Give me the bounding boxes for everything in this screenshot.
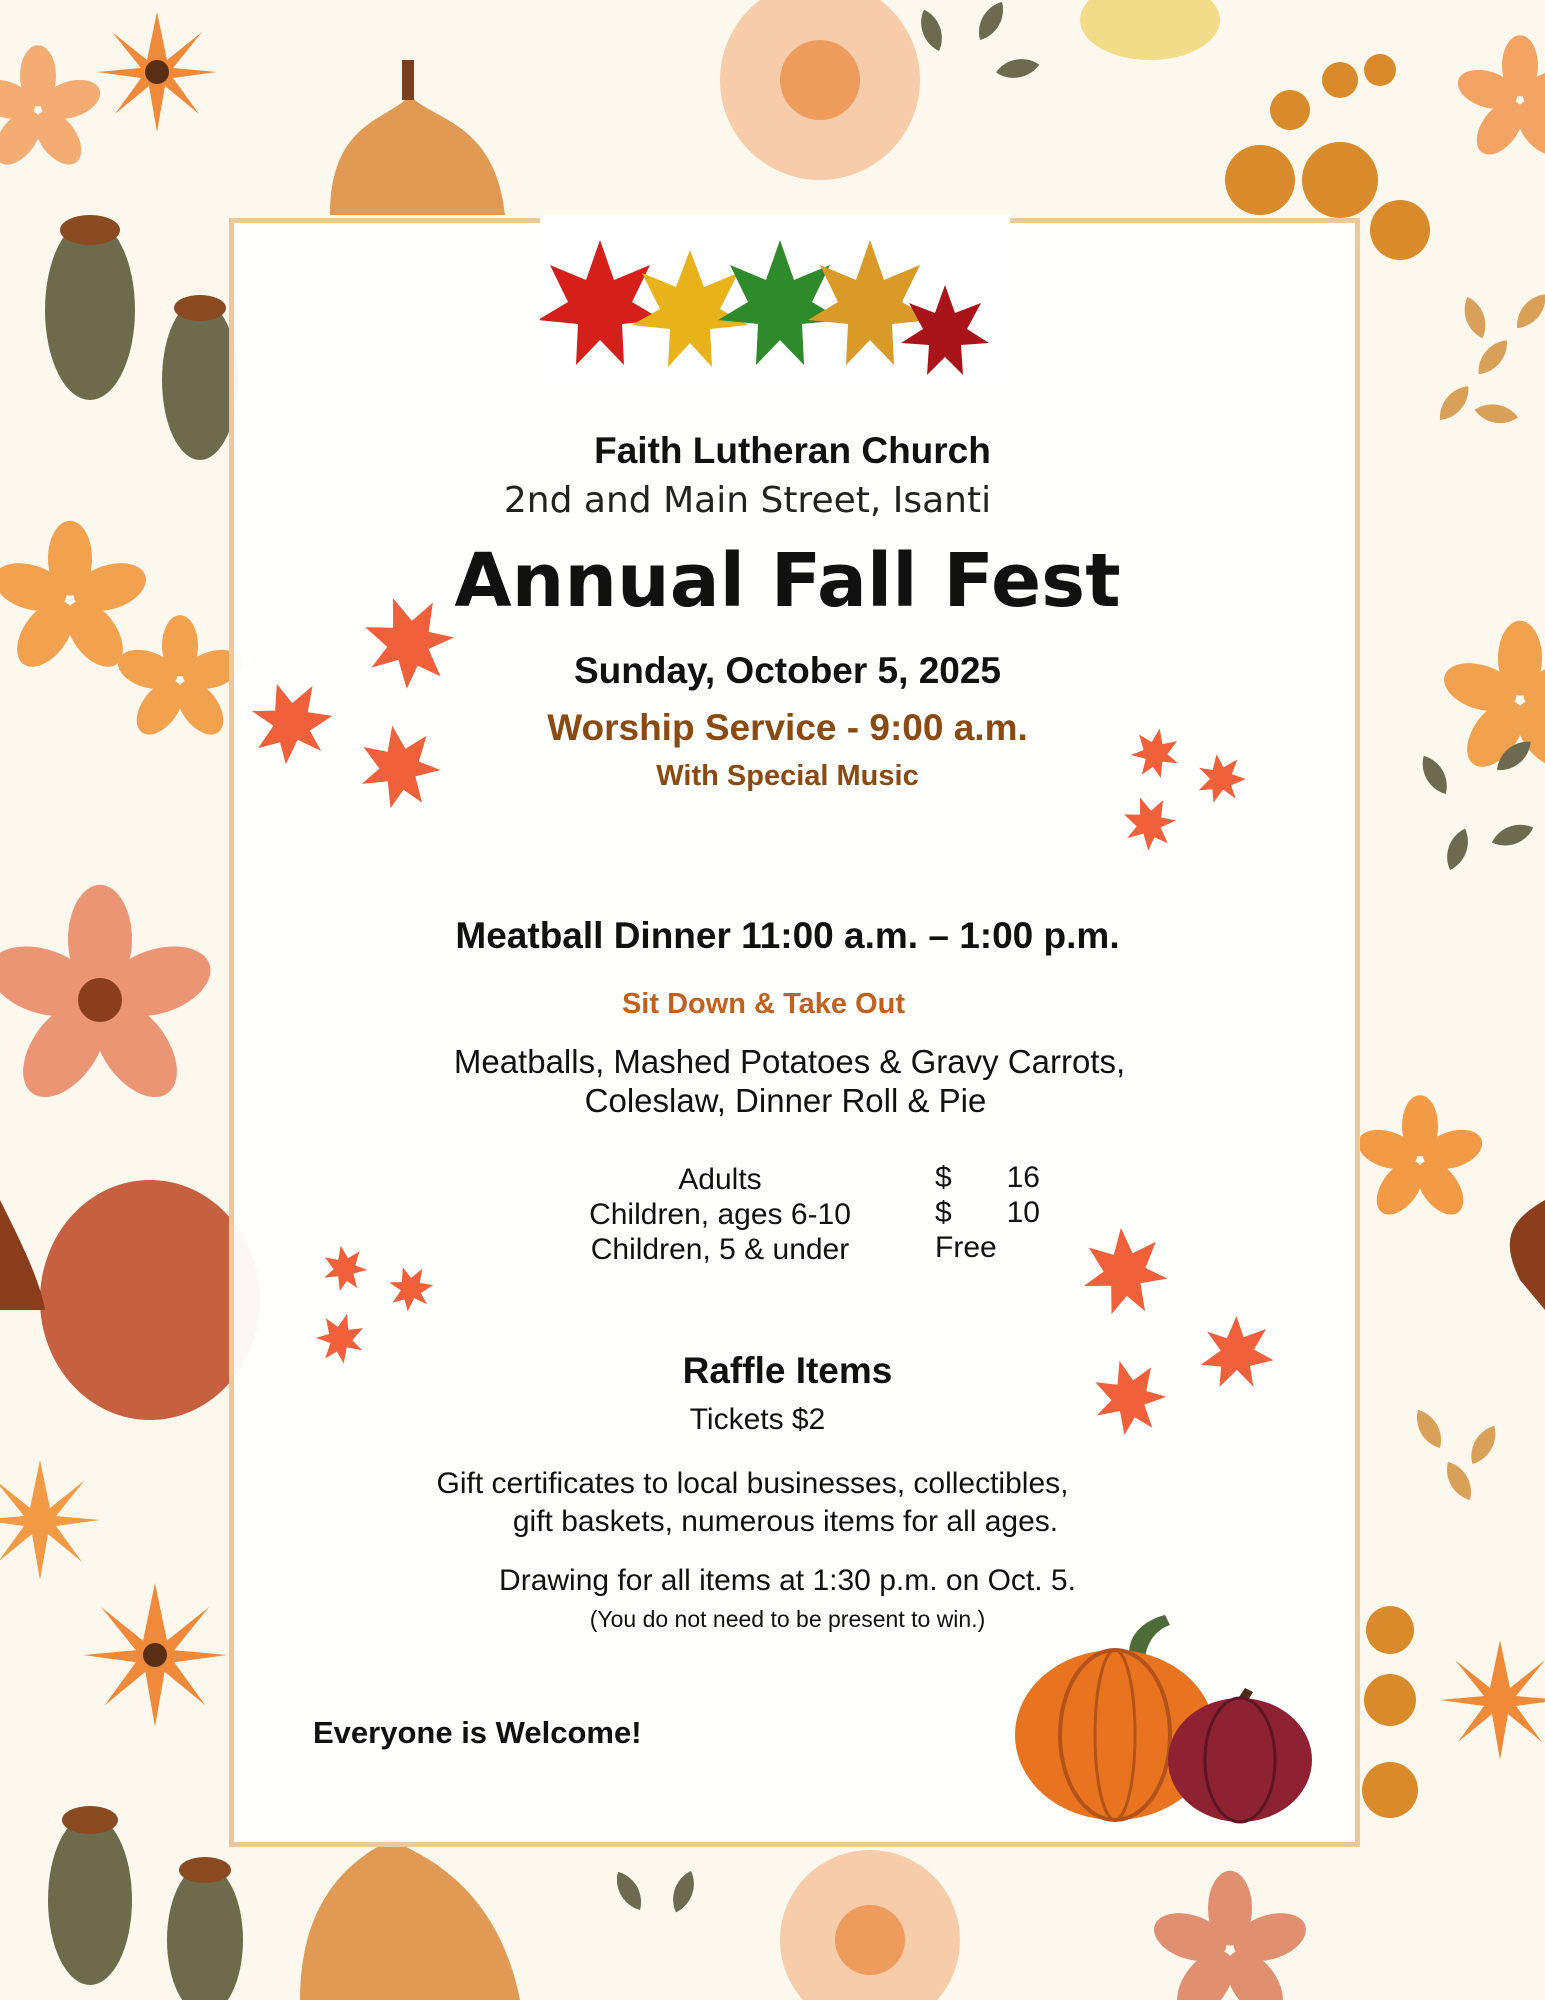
price-amount: 16 bbox=[1006, 1161, 1040, 1194]
event-date: Sunday, October 5, 2025 bbox=[573, 650, 1002, 691]
dinner-heading: Meatball Dinner 11:00 a.m. – 1:00 p.m. bbox=[455, 915, 1120, 956]
special-music-note: With Special Music bbox=[656, 760, 919, 792]
event-title: Annual Fall Fest bbox=[454, 538, 1121, 624]
autumn-leaves-row-image bbox=[540, 215, 1010, 385]
church-address: 2nd and Main Street, Isanti bbox=[503, 480, 992, 521]
drawing-time: Drawing for all items at 1:30 p.m. on Oct. 5. bbox=[499, 1564, 1076, 1597]
welcome-message: Everyone is Welcome! bbox=[313, 1715, 642, 1750]
menu-line-2: Coleslaw, Dinner Roll & Pie bbox=[584, 1082, 987, 1119]
price-currency: $ bbox=[935, 1161, 952, 1194]
price-labels bbox=[560, 1162, 880, 1267]
dinner-service-type: Sit Down & Take Out bbox=[621, 988, 906, 1020]
price-label-adults: Adults bbox=[678, 1163, 762, 1196]
price-row bbox=[935, 1230, 1095, 1265]
raffle-description-line-1: Gift certificates to local businesses, collectibles, bbox=[436, 1467, 1069, 1500]
price-free: Free bbox=[935, 1231, 997, 1264]
drawing-note: (You do not need to be present to win.) bbox=[589, 1606, 986, 1632]
price-label-children-5-under: Children, 5 & under bbox=[590, 1233, 850, 1266]
price-row bbox=[935, 1160, 1095, 1195]
raffle-ticket-price: Tickets $2 bbox=[689, 1403, 826, 1436]
price-currency: $ bbox=[935, 1196, 952, 1229]
price-label-children-6-10: Children, ages 6-10 bbox=[589, 1198, 851, 1231]
pumpkins-illustration bbox=[1015, 1610, 1325, 1825]
church-name: Faith Lutheran Church bbox=[594, 430, 991, 471]
price-values bbox=[935, 1160, 1095, 1265]
worship-service-time: Worship Service - 9:00 a.m. bbox=[547, 707, 1028, 748]
price-amount: 10 bbox=[1006, 1196, 1040, 1229]
raffle-description-line-2: gift baskets, numerous items for all ages. bbox=[512, 1505, 1059, 1538]
raffle-heading: Raffle Items bbox=[682, 1350, 893, 1391]
price-row bbox=[935, 1195, 1095, 1230]
menu-line-1: Meatballs, Mashed Potatoes & Gravy Carrots, bbox=[453, 1043, 1126, 1080]
